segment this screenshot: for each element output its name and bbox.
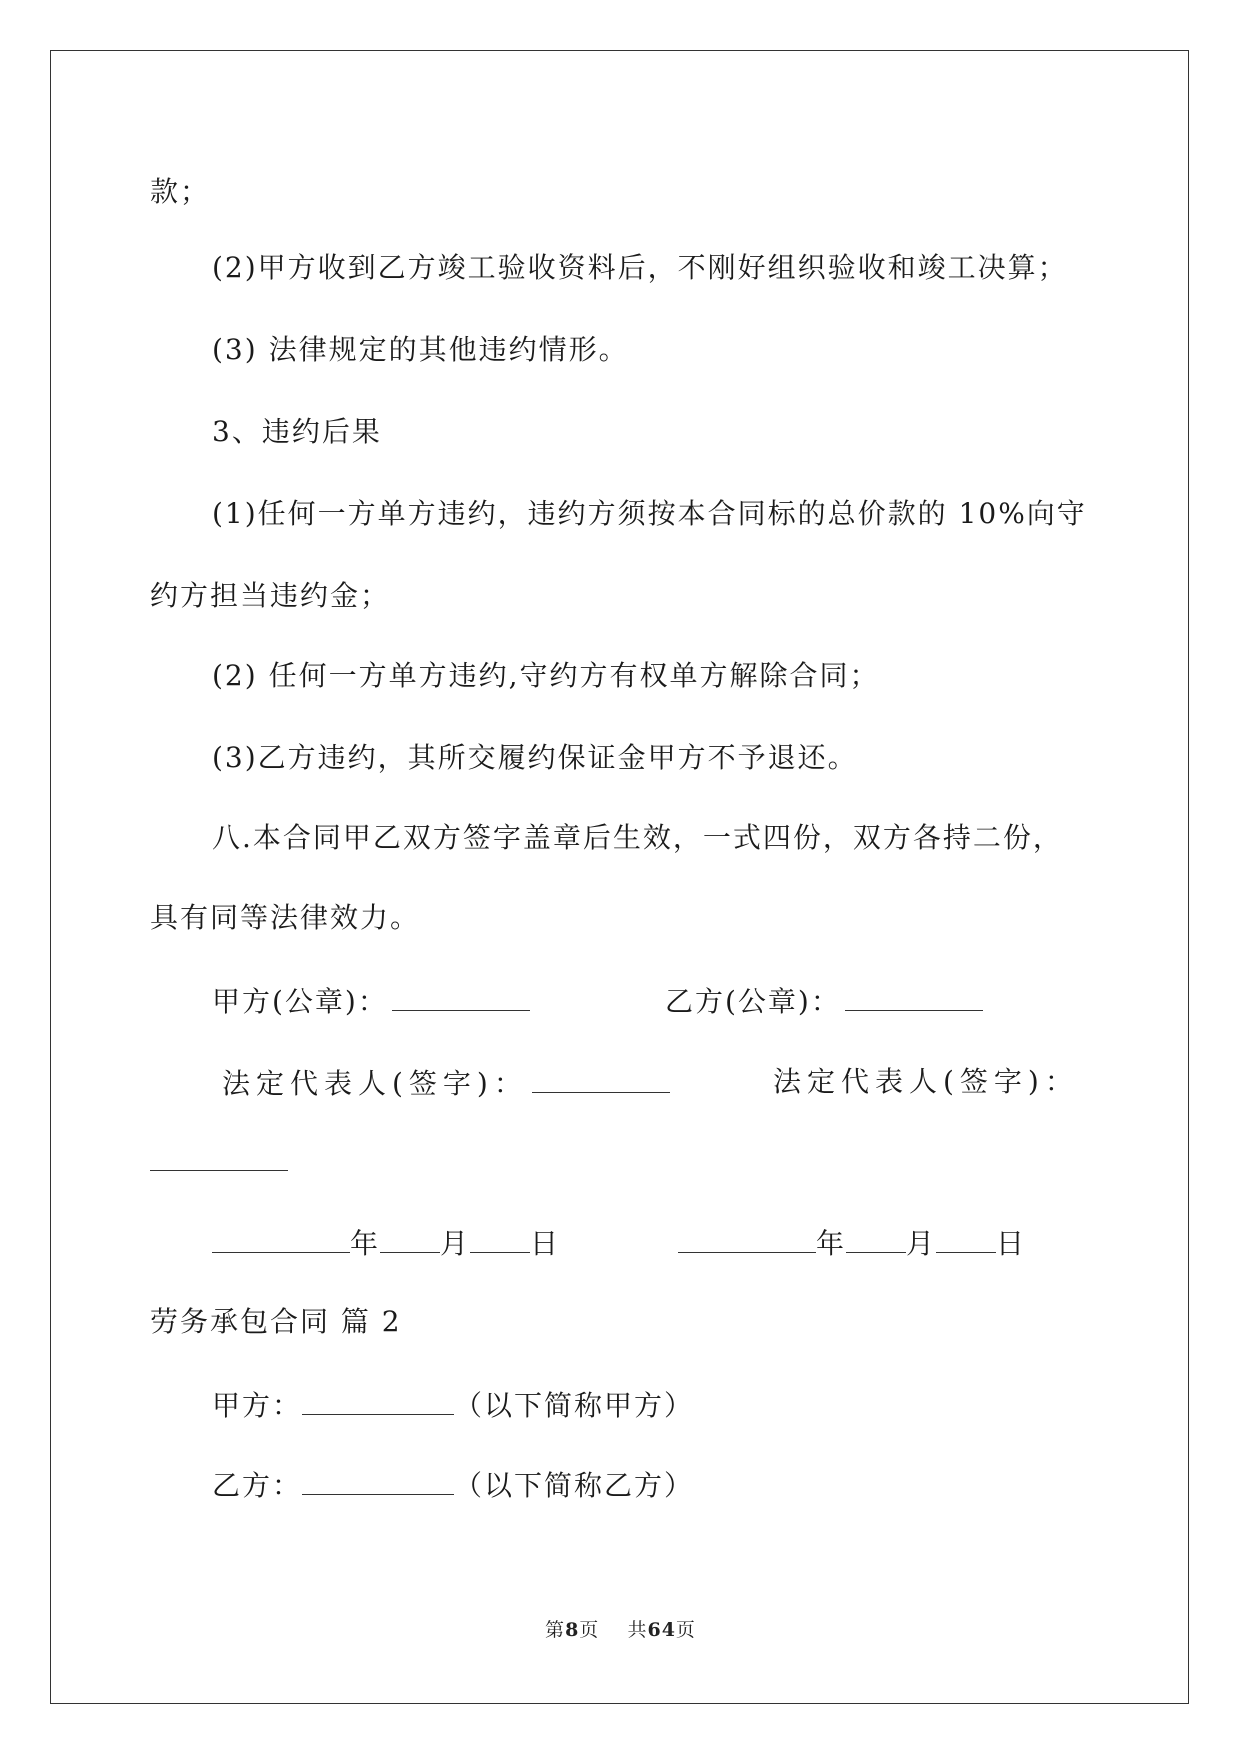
party-a-seal-line (212, 980, 534, 1022)
rep-b-sign-label: 法定代表人(签字)： (773, 1065, 1079, 1098)
month-blank-a (380, 1222, 440, 1253)
year-blank-b (678, 1222, 816, 1253)
party-a-seal-blank (392, 980, 530, 1011)
text-line-4: 3、违约后果 (212, 415, 382, 448)
party-b-seal-line (665, 980, 987, 1022)
section-2-title: 劳务承包合同 篇 2 (150, 1305, 402, 1338)
party-b-seal-blank (845, 980, 983, 1011)
rep-a-sign-line (222, 1062, 674, 1104)
section-2-party-b-line (212, 1464, 694, 1506)
text-line-1: 款； (150, 175, 211, 208)
day-blank-b (936, 1222, 996, 1253)
text-line-8: (3)乙方违约，其所交履约保证金甲方不予退还。 (212, 741, 858, 774)
text-line-10: 具有同等法律效力。 (150, 901, 421, 934)
section-2-party-b-label: 乙方： (212, 1469, 303, 1502)
text-line-7: (2) 任何一方单方违约,守约方有权单方解除合同； (212, 659, 880, 692)
rep-a-sign-label: 法定代表人(签字)： (222, 1067, 528, 1100)
section-2-party-a-blank (302, 1384, 454, 1415)
text-line-6: 约方担当违约金； (150, 579, 391, 612)
page-footer (0, 1618, 1241, 1642)
footer-total-pages: 64 (647, 1619, 676, 1641)
footer-mid: 页 共 (579, 1619, 648, 1641)
text-line-5: (1)任何一方单方违约，违约方须按本合同标的总价款的 10%向守 (212, 497, 1087, 530)
party-b-seal-label: 乙方(公章)： (665, 985, 841, 1018)
section-2-party-a-label: 甲方： (212, 1389, 303, 1422)
section-2-party-a-line (212, 1384, 694, 1426)
rep-a-sign-blank (532, 1062, 670, 1093)
footer-prefix: 第 (545, 1619, 566, 1641)
day-label-b: 日 (996, 1227, 1027, 1260)
day-label-a: 日 (530, 1227, 561, 1260)
footer-suffix: 页 (675, 1619, 696, 1641)
rep-b-sign-line (773, 1062, 1079, 1102)
year-label-b: 年 (816, 1227, 847, 1260)
month-label-a: 月 (440, 1227, 471, 1260)
rep-b-sign-blank (150, 1140, 288, 1171)
year-label-a: 年 (350, 1227, 381, 1260)
page-border (50, 50, 1189, 1704)
party-a-seal-label: 甲方(公章)： (212, 985, 388, 1018)
year-blank-a (212, 1222, 350, 1253)
text-line-9: 八.本合同甲乙双方签字盖章后生效，一式四份，双方各持二份， (212, 821, 1063, 854)
day-blank-a (470, 1222, 530, 1253)
section-2-party-b-blank (302, 1464, 454, 1495)
section-2-party-b-note: （以下简称乙方） (454, 1469, 695, 1502)
month-label-b: 月 (906, 1227, 937, 1260)
rep-b-blank-line (150, 1140, 288, 1182)
date-line-b (678, 1222, 1026, 1264)
footer-page-number: 8 (565, 1619, 580, 1641)
date-line-a (212, 1222, 560, 1264)
text-line-2: (2)甲方收到乙方竣工验收资料后，不刚好组织验收和竣工决算； (212, 251, 1068, 284)
text-line-3: (3) 法律规定的其他违约情形。 (212, 333, 629, 366)
month-blank-b (846, 1222, 906, 1253)
section-2-party-a-note: （以下简称甲方） (454, 1389, 695, 1422)
